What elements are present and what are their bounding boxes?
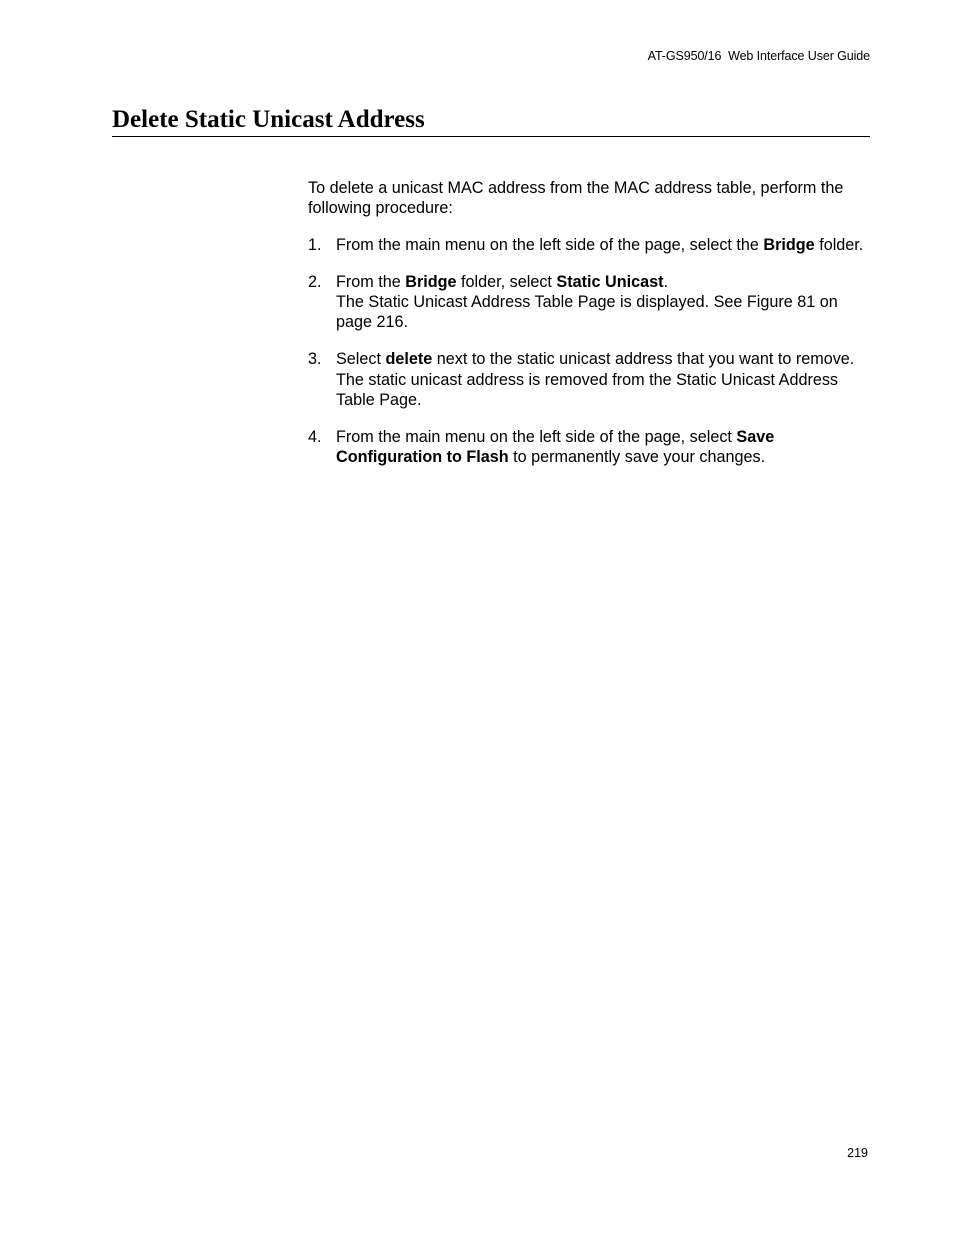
step-result: The Static Unicast Address Table Page is displayed. See Figure 81 on page 216.: [336, 293, 838, 332]
step-2: [308, 272, 873, 333]
intro-paragraph: To delete a unicast MAC address from the MAC address table, perform the following procedure:: [308, 179, 844, 218]
step-number: 2.: [308, 272, 322, 291]
step-text: folder.: [814, 236, 864, 255]
section-title: Delete Static Unicast Address: [112, 106, 870, 137]
step-text: to permanently save your changes.: [508, 447, 766, 466]
step-number: 3.: [308, 350, 322, 369]
procedure-steps: [308, 235, 873, 467]
ui-term-save-configuration: Save Configuration to Flash: [336, 427, 775, 466]
step-text: From the main menu on the left side of the page, select: [336, 427, 737, 446]
procedure-body: [308, 178, 873, 484]
page-number: 219: [847, 1146, 868, 1160]
step-text: next to the static unicast address that you want to remove.: [432, 350, 855, 369]
ui-term-static-unicast: Static Unicast: [556, 272, 664, 291]
step-text: From the: [336, 272, 406, 291]
step-text: .: [663, 272, 668, 291]
step-text: Select: [336, 350, 386, 369]
ui-term-delete: delete: [385, 350, 433, 369]
step-number: 4.: [308, 427, 322, 446]
step-result: The static unicast address is removed from the Static Unicast Address Table Page.: [336, 370, 839, 409]
step-3: [308, 349, 873, 410]
ui-term-bridge: Bridge: [405, 272, 457, 291]
step-1: [308, 235, 873, 255]
step-number: 1.: [308, 236, 322, 255]
running-header: AT-GS950/16 Web Interface User Guide: [647, 49, 870, 63]
step-text: From the main menu on the left side of the page, select the: [336, 236, 764, 255]
step-text: folder, select: [456, 272, 557, 291]
step-4: [308, 427, 873, 468]
ui-term-bridge: Bridge: [763, 236, 815, 255]
